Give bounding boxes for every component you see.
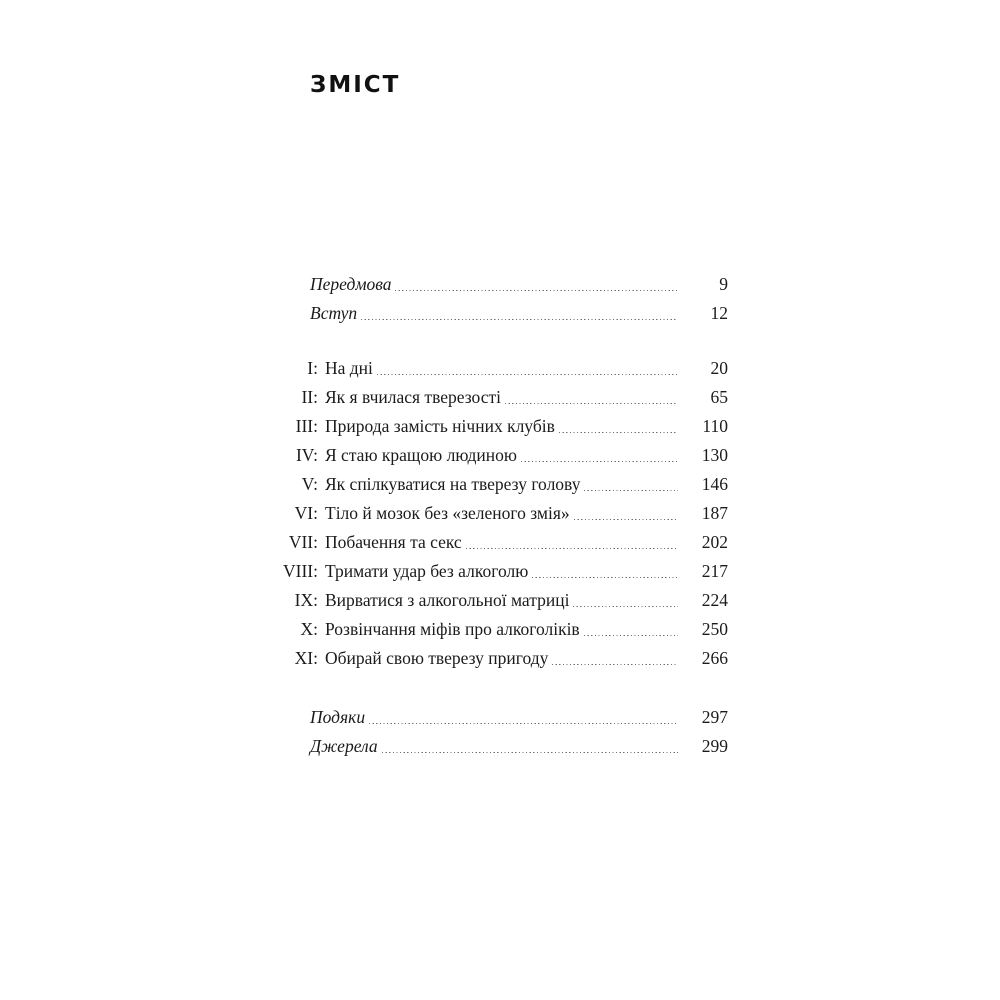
chapter-numeral: III:: [295, 416, 318, 436]
chapter-numeral: I:: [307, 358, 318, 378]
dot-leader: [584, 470, 678, 499]
dot-leader: [521, 441, 678, 470]
dot-leader: [505, 383, 678, 412]
toc-row-chapter-1: [272, 354, 728, 383]
toc-row-chapter-5: [272, 470, 728, 499]
entry-title: Вступ: [310, 303, 358, 323]
dot-leader: [466, 528, 678, 557]
entry-title: Подяки: [310, 707, 366, 727]
entry-page-number: 9: [719, 274, 728, 294]
entry-page-number: 65: [710, 387, 728, 407]
toc-row-chapter-3: [272, 412, 728, 441]
dot-leader: [395, 270, 678, 299]
dot-leader: [361, 299, 678, 328]
toc-row-chapter-4: [272, 441, 728, 470]
toc-row-chapter-6: [272, 499, 728, 528]
chapter-numeral: II:: [301, 387, 318, 407]
dot-leader: [382, 732, 678, 761]
chapter-numeral: V:: [301, 474, 318, 494]
entry-page-number: 20: [710, 358, 728, 378]
toc-row-vstup: [272, 299, 728, 328]
toc-row-peredmova: [272, 270, 728, 299]
entry-title: Тіло й мозок без «зеленого змія»: [325, 503, 570, 523]
entry-title: Передмова: [310, 274, 392, 294]
dot-leader: [369, 703, 678, 732]
entry-page-number: 224: [701, 590, 728, 610]
entry-title: Тримати удар без алкоголю: [325, 561, 529, 581]
chapter-numeral: VI:: [294, 503, 318, 523]
chapter-numeral: VII:: [288, 532, 318, 552]
dot-leader: [532, 557, 678, 586]
section-spacer: [272, 328, 728, 354]
toc-row-chapter-8: [272, 557, 728, 586]
entry-title: Обирай свою тверезу пригоду: [325, 648, 549, 668]
entry-page-number: 12: [710, 303, 728, 323]
entry-page-number: 217: [701, 561, 728, 581]
toc-row-chapter-2: [272, 383, 728, 412]
entry-title: Природа замість нічних клубів: [325, 416, 555, 436]
dot-leader: [552, 644, 678, 673]
toc-row-chapter-7: [272, 528, 728, 557]
dot-leader: [559, 412, 678, 441]
entry-title: Вирватися з алкогольної матриці: [325, 590, 570, 610]
table-of-contents: [272, 270, 728, 761]
entry-page-number: 299: [701, 736, 728, 756]
entry-title: Джерела: [310, 736, 378, 756]
toc-row-chapter-10: [272, 615, 728, 644]
dot-leader: [377, 354, 678, 383]
section-spacer: [272, 673, 728, 703]
toc-row-podyaky: [272, 703, 728, 732]
toc-row-chapter-9: [272, 586, 728, 615]
chapter-numeral: XI:: [294, 648, 318, 668]
dot-leader: [573, 586, 678, 615]
chapter-numeral: VIII:: [283, 561, 318, 581]
entry-title: Розвінчання міфів про алкоголіків: [325, 619, 580, 639]
entry-title: Як я вчилася тверезості: [325, 387, 502, 407]
entry-page-number: 130: [701, 445, 728, 465]
dot-leader: [574, 499, 678, 528]
entry-page-number: 266: [701, 648, 728, 668]
chapter-numeral: IV:: [295, 445, 318, 465]
entry-page-number: 187: [701, 503, 728, 523]
entry-title: Побачення та секс: [325, 532, 462, 552]
entry-page-number: 202: [701, 532, 728, 552]
page-title: ЗМІСТ: [310, 72, 401, 98]
entry-title: На дні: [325, 358, 373, 378]
entry-title: Я стаю кращою людиною: [325, 445, 517, 465]
toc-row-dzherela: [272, 732, 728, 761]
toc-row-chapter-11: [272, 644, 728, 673]
chapter-numeral: IX:: [294, 590, 318, 610]
chapter-numeral: X:: [300, 619, 318, 639]
entry-title: Як спілкуватися на тверезу голову: [325, 474, 581, 494]
entry-page-number: 110: [702, 416, 728, 436]
entry-page-number: 146: [701, 474, 728, 494]
entry-page-number: 250: [701, 619, 728, 639]
entry-page-number: 297: [701, 707, 728, 727]
dot-leader: [584, 615, 678, 644]
